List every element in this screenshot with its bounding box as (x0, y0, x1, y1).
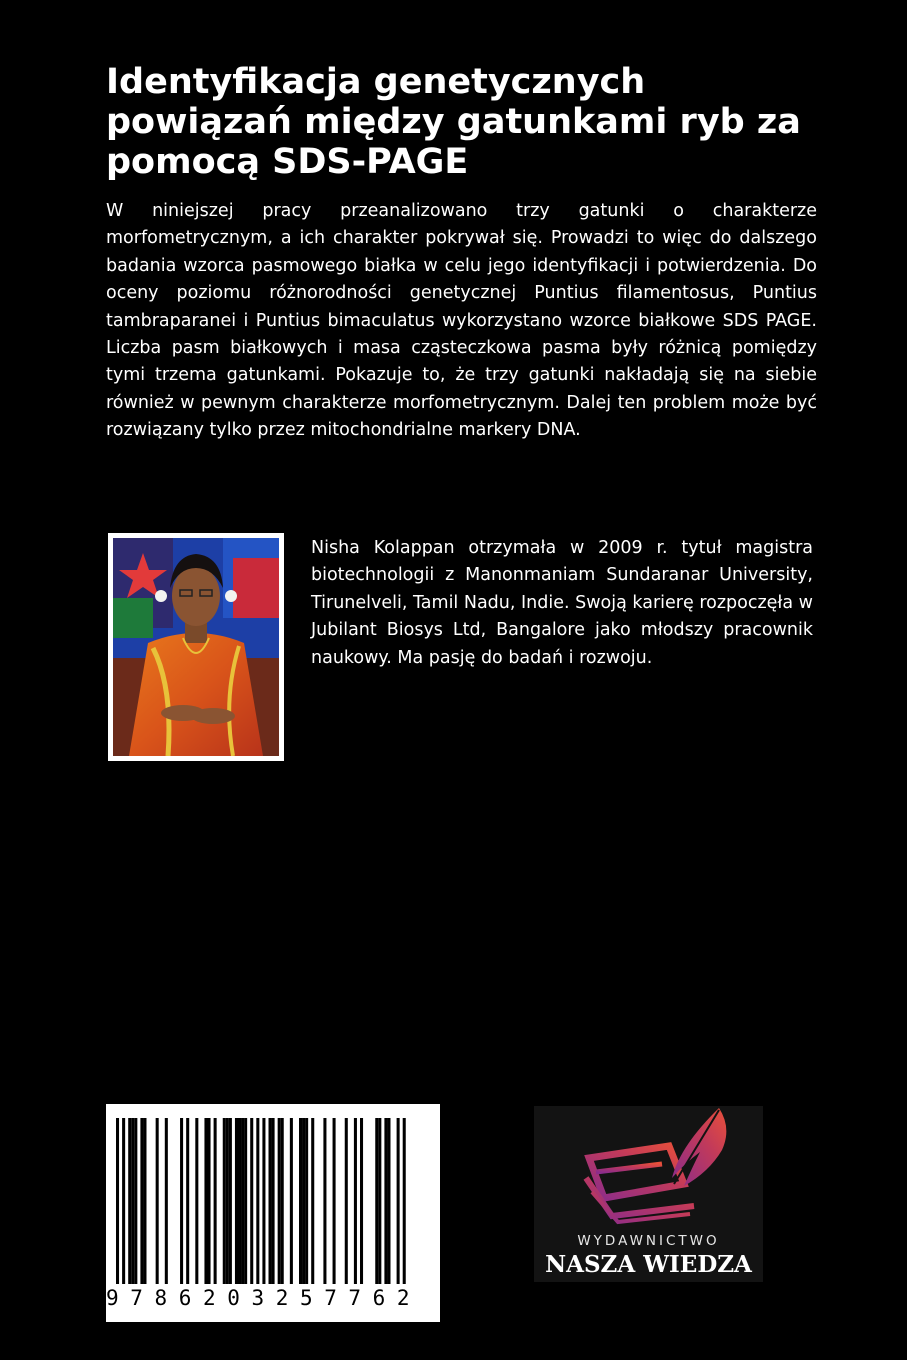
barcode-bar (354, 1118, 357, 1284)
barcode-bar (128, 1118, 131, 1284)
barcode-bar (397, 1118, 400, 1284)
barcode-bar (345, 1118, 348, 1284)
barcode-bar (156, 1118, 159, 1284)
barcode-bar (305, 1118, 308, 1284)
publisher-logo (534, 1106, 763, 1282)
barcode-bar (375, 1118, 378, 1284)
barcode-bar (244, 1118, 247, 1284)
barcode-bar (186, 1118, 189, 1284)
barcode-bar (281, 1118, 284, 1284)
barcode-bar (226, 1118, 229, 1284)
barcode-bar (143, 1118, 146, 1284)
barcode-bar (387, 1118, 390, 1284)
barcode-bar (269, 1118, 272, 1284)
barcode-bar (238, 1118, 241, 1284)
barcode-bar (278, 1118, 281, 1284)
author-photo (108, 533, 284, 761)
barcode-bar (378, 1118, 381, 1284)
barcode-bar (131, 1118, 134, 1284)
barcode-bar (180, 1118, 183, 1284)
publisher-name: NASZA WIEDZA (545, 1251, 752, 1278)
barcode-bar (272, 1118, 275, 1284)
book-abstract: W niniejszej pracy przeanalizowano trzy gatunki o charakterze morfometrycznym, a ich charakter pokrywał się. Prowadzi to więc do dalszego badania wzorca pasmowego białka w celu jego identyfikacji i potwierdzenia. Do oceny poziomu różnorodności genetycznej Puntius filamentosus, Puntius tambraparanei i Puntius bimaculatus wykorzystano wzorce białkowe SDS PAGE. Liczba pasm białkowych i masa cząsteczkowa pasma były różnicą pomiędzy tymi trzema gatunkami. Pokazuje to, że trzy gatunki nakładają się na siebie również w pewnym charakterze morfometrycznym. Dalej ten problem może być rozwiązany tylko przez mitochondrialne markery DNA. (106, 201, 817, 441)
author-portrait-icon (113, 538, 279, 756)
barcode-bar (333, 1118, 336, 1284)
isbn-barcode (106, 1104, 440, 1322)
barcode-bar (384, 1118, 387, 1284)
barcode-bar (223, 1118, 226, 1284)
barcode-bar (250, 1118, 253, 1284)
barcode-bar (299, 1118, 302, 1284)
barcode-bar (229, 1118, 232, 1284)
barcode-bar (262, 1118, 265, 1284)
barcode-bar (323, 1118, 326, 1284)
barcode-bar (235, 1118, 238, 1284)
barcode-bar (140, 1118, 143, 1284)
barcode-bar (214, 1118, 217, 1284)
barcode-bar (122, 1118, 125, 1284)
barcode-bar (256, 1118, 259, 1284)
barcode-bar (116, 1118, 119, 1284)
author-bio: Nisha Kolappan otrzymała w 2009 r. tytuł magistra biotechnologii z Manonmaniam Sundaranar University, Tirunelveli, Tamil Nadu, Indie. Swoją karierę rozpoczęła w Jubilant Biosys Ltd, Bangalore jako młodszy pracownik naukowy. Ma pasję do badań i rozwoju. (311, 538, 813, 668)
barcode-bar (134, 1118, 137, 1284)
barcode-bar (311, 1118, 314, 1284)
barcode-bar (403, 1118, 406, 1284)
barcode-bar (360, 1118, 363, 1284)
book-title: Identyfikacja genetycznych powiązań między gatunkami ryb za pomocą SDS-PAGE (106, 62, 801, 182)
barcode-bar (208, 1118, 211, 1284)
barcode-bar (165, 1118, 168, 1284)
barcode-bar (302, 1118, 305, 1284)
barcode-bar (290, 1118, 293, 1284)
publisher-label: WYDAWNICTWO (577, 1233, 720, 1249)
barcode-bar (241, 1118, 244, 1284)
isbn-number: 9786203257762 (106, 1286, 422, 1310)
barcode-bar (195, 1118, 198, 1284)
barcode-bar (204, 1118, 207, 1284)
